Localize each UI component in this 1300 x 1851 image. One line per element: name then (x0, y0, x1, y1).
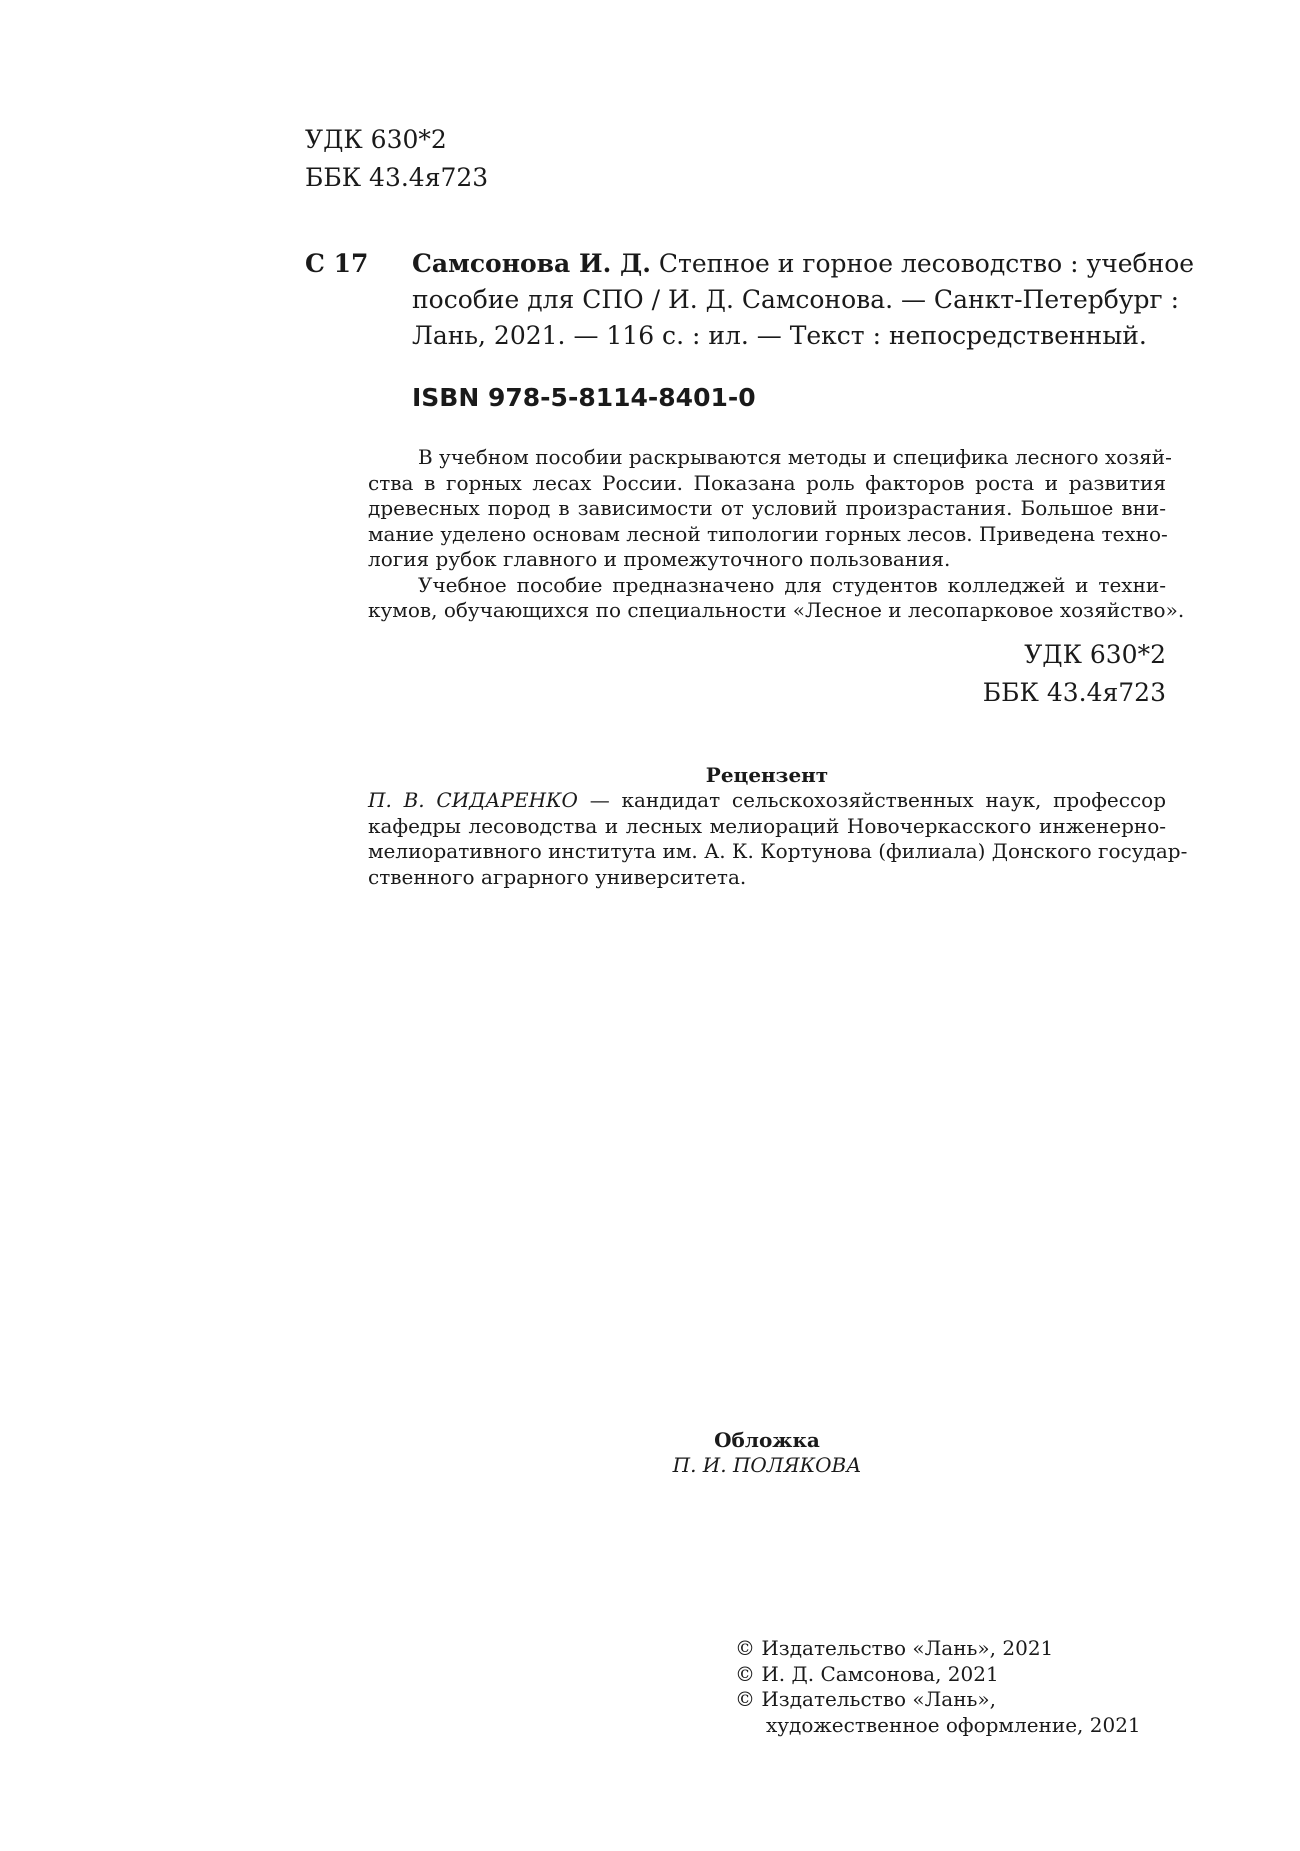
copyright-line: © Издательство «Лань», 2021 (735, 1636, 1054, 1660)
author-sign: С 17 (305, 249, 369, 278)
udk-code-right: УДК 630*2 (1024, 640, 1166, 669)
reviewer-desc: — кандидат сельскохозяйственных наук, профессор (577, 788, 1167, 812)
reviewer-line-4: ственного аграрного университета. (368, 864, 747, 889)
reviewer-heading: Рецензент (705, 763, 829, 787)
reviewer-line-3: мелиоративного института им. А. К. Кортунова (филиала) Донского государ- (368, 839, 1188, 863)
biblio-title: Степное и горное лесоводство : учебное (658, 249, 1195, 278)
abstract-line: ства в горных лесах России. Показана роль факторов роста и развития (368, 470, 1166, 495)
reviewer-block (368, 788, 1188, 890)
biblio-line-3: Лань, 2021. — 116 с. : ил. — Текст : непосредственный. (412, 321, 1147, 350)
abstract-line: В учебном пособии раскрываются методы и специфика лесного хозяй- (418, 445, 1172, 469)
biblio-line-1 (412, 246, 1195, 282)
biblio-line-2: пособие для СПО / И. Д. Самсонова. — Санкт-Петербург : (412, 285, 1179, 314)
reviewer-name: П. В. СИДАРЕНКО (368, 788, 578, 812)
bbk-code-right: ББК 43.4я723 (982, 678, 1166, 707)
abstract-line: кумов, обучающихся по специальности «Лесное и лесопарковое хозяйство». (368, 598, 1185, 622)
cover-heading: Обложка (714, 1428, 820, 1452)
abstract-line: Учебное пособие предназначено для студентов колледжей и техни- (418, 572, 1166, 597)
reviewer-line-2: кафедры лесоводства и лесных мелиораций Новочеркасского инженерно- (368, 813, 1166, 838)
abstract-line: древесных пород в зависимости от условий произрастания. Большое вни- (368, 496, 1166, 520)
bibliographic-record (412, 246, 1195, 354)
udk-code: УДК 630*2 (305, 125, 447, 154)
bbk-code: ББК 43.4я723 (305, 163, 489, 192)
copyright-block (735, 1636, 1141, 1738)
biblio-author: Самсонова И. Д. (412, 249, 651, 278)
reviewer-line-1 (368, 788, 1166, 814)
copyright-line: © И. Д. Самсонова, 2021 (735, 1661, 999, 1686)
copyright-line: художественное оформление, 2021 (766, 1712, 1141, 1737)
cover-designer: П. И. ПОЛЯКОВА (672, 1453, 862, 1477)
abstract-line: мание уделено основам лесной типологии горных лесов. Приведена техно- (368, 521, 1168, 546)
copyright-line: © Издательство «Лань», (735, 1687, 997, 1711)
abstract (368, 445, 1185, 624)
isbn: ISBN 978-5-8114-8401-0 (412, 383, 756, 412)
abstract-line: логия рубок главного и промежуточного пользования. (368, 547, 951, 571)
